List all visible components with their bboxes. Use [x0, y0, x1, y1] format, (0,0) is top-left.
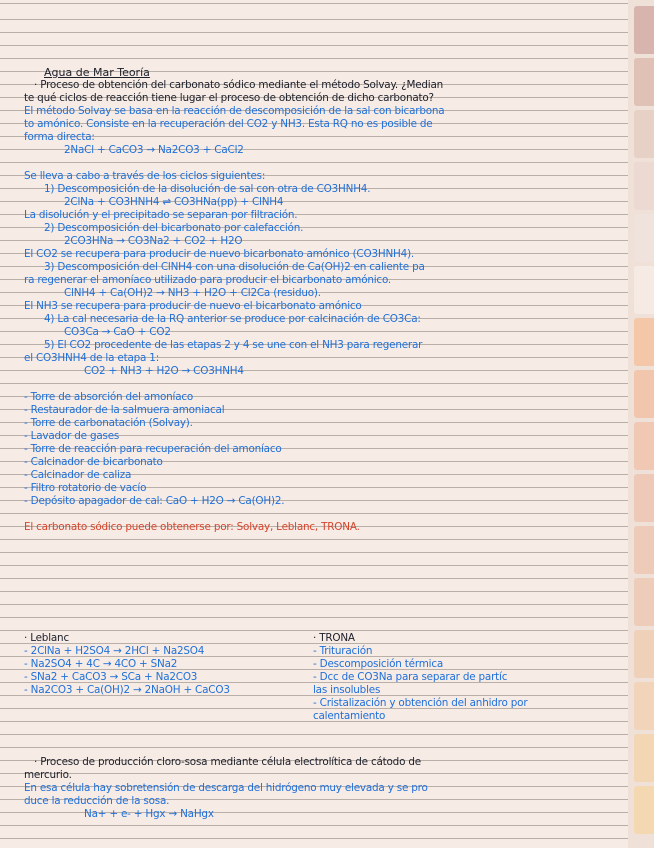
note-line: El carbonato sódico puede obtenerse por: Solvay, Leblanc, TRONA. [24, 521, 360, 533]
note-line: CO3Ca → CaO + CO2 [64, 326, 171, 338]
note-line: - Restaurador de la salmuera amoniacal [24, 404, 225, 416]
note-line: 2) Descomposición del bicarbonato por calefacción. [44, 222, 304, 234]
notebook-tabs [628, 0, 654, 848]
leblanc-column [24, 632, 324, 697]
note-line: - Torre de reacción para recuperación del amoníaco [24, 443, 282, 455]
section-tab[interactable] [634, 318, 654, 366]
note-line: 5) El CO2 procedente de las etapas 2 y 4 se une con el NH3 para regenerar [44, 339, 423, 351]
bottom-notes [24, 756, 604, 821]
note-line: el CO3HNH4 de la etapa 1: [24, 352, 159, 364]
note-line: calentamiento [313, 710, 386, 722]
note-line: - Na2CO3 + Ca(OH)2 → 2NaOH + CaCO3 [24, 684, 230, 696]
section-tab[interactable] [634, 266, 654, 314]
section-tab[interactable] [634, 630, 654, 678]
note-line: El NH3 se recupera para producir de nuevo el bicarbonato amónico [24, 300, 362, 312]
note-line: to amónico. Consiste en la recuperación del CO2 y NH3. Esta RQ no es posible de [24, 118, 433, 130]
note-line: En esa célula hay sobretensión de descarga del hidrógeno muy elevada y se pro [24, 782, 428, 794]
note-line: mercurio. [24, 769, 72, 781]
section-tab[interactable] [634, 682, 654, 730]
section-tab[interactable] [634, 162, 654, 210]
note-line [24, 157, 604, 170]
note-line: - Descomposición térmica [313, 658, 443, 670]
note-line: 2ClNa + CO3HNH4 ⇌ CO3HNa(pp) + ClNH4 [64, 196, 284, 208]
note-line: Se lleva a cabo a través de los ciclos siguientes: [24, 170, 266, 182]
note-line: Na+ + e- + Hgx → NaHgx [84, 808, 214, 820]
section-tab[interactable] [634, 734, 654, 782]
note-line: El CO2 se recupera para producir de nuevo bicarbonato amónico (CO3HNH4). [24, 248, 415, 260]
note-line: - Trituración [313, 645, 373, 657]
section-tab[interactable] [634, 422, 654, 470]
note-line: - Calcinador de bicarbonato [24, 456, 163, 468]
note-line: CO2 + NH3 + H2O → CO3HNH4 [84, 365, 244, 377]
note-line: las insolubles [313, 684, 381, 696]
note-line: - Dcc de CO3Na para separar de partíc [313, 671, 508, 683]
note-line: - Torre de absorción del amoníaco [24, 391, 194, 403]
section-tab[interactable] [634, 6, 654, 54]
note-line: · TRONA [313, 632, 355, 644]
section-tab[interactable] [634, 526, 654, 574]
note-line: 2NaCl + CaCO3 → Na2CO3 + CaCl2 [64, 144, 244, 156]
note-line: ClNH4 + Ca(OH)2 → NH3 + H2O + Cl2Ca (residuo). [64, 287, 321, 299]
note-line: La disolución y el precipitado se separan por filtración. [24, 209, 298, 221]
note-line: - Torre de carbonatación (Solvay). [24, 417, 193, 429]
note-line: - Lavador de gases [24, 430, 120, 442]
note-line: · Proceso de obtención del carbonato sódico mediante el método Solvay. ¿Median [34, 79, 444, 91]
note-line: - SNa2 + CaCO3 → SCa + Na2CO3 [24, 671, 198, 683]
note-line: - Depósito apagador de cal: CaO + H2O → Ca(OH)2. [24, 495, 285, 507]
section-tab[interactable] [634, 578, 654, 626]
note-line: 3) Descomposición del ClNH4 con una disolución de Ca(OH)2 en caliente pa [44, 261, 425, 273]
section-tab[interactable] [634, 370, 654, 418]
section-tab[interactable] [634, 58, 654, 106]
note-line: 4) La cal necesaria de la RQ anterior se produce por calcinación de CO3Ca: [44, 313, 421, 325]
note-line: - 2ClNa + H2SO4 → 2HCl + Na2SO4 [24, 645, 205, 657]
section-tab[interactable] [634, 474, 654, 522]
note-line: · Leblanc [24, 632, 69, 644]
section-tab[interactable] [634, 110, 654, 158]
note-line: 2CO3HNa → CO3Na2 + CO2 + H2O [64, 235, 243, 247]
note-line: El método Solvay se basa en la reacción de descomposición de la sal con bicarbona [24, 105, 445, 117]
note-line [24, 508, 604, 521]
note-line: ra regenerar el amoníaco utilizado para producir el bicarbonato amónico. [24, 274, 392, 286]
note-line: 1) Descomposición de la disolución de sal con otra de CO3HNH4. [44, 183, 371, 195]
note-line: forma directa: [24, 131, 95, 143]
note-line: · Proceso de producción cloro-sosa mediante célula electrolítica de cátodo de [34, 756, 421, 768]
note-line: te qué ciclos de reacción tiene lugar el proceso de obtención de dicho carbonato? [24, 92, 434, 104]
page-title: Agua de Mar Teoría [44, 66, 150, 79]
note-line: - Calcinador de caliza [24, 469, 132, 481]
note-line: duce la reducción de la sosa. [24, 795, 170, 807]
main-notes [24, 79, 604, 534]
section-tab[interactable] [634, 214, 654, 262]
note-line: - Cristalización y obtención del anhidro por [313, 697, 528, 709]
section-tab[interactable] [634, 786, 654, 834]
note-line: - Filtro rotatorio de vacío [24, 482, 147, 494]
trona-column [313, 632, 613, 723]
note-line [24, 378, 604, 391]
note-line: - Na2SO4 + 4C → 4CO + SNa2 [24, 658, 178, 670]
